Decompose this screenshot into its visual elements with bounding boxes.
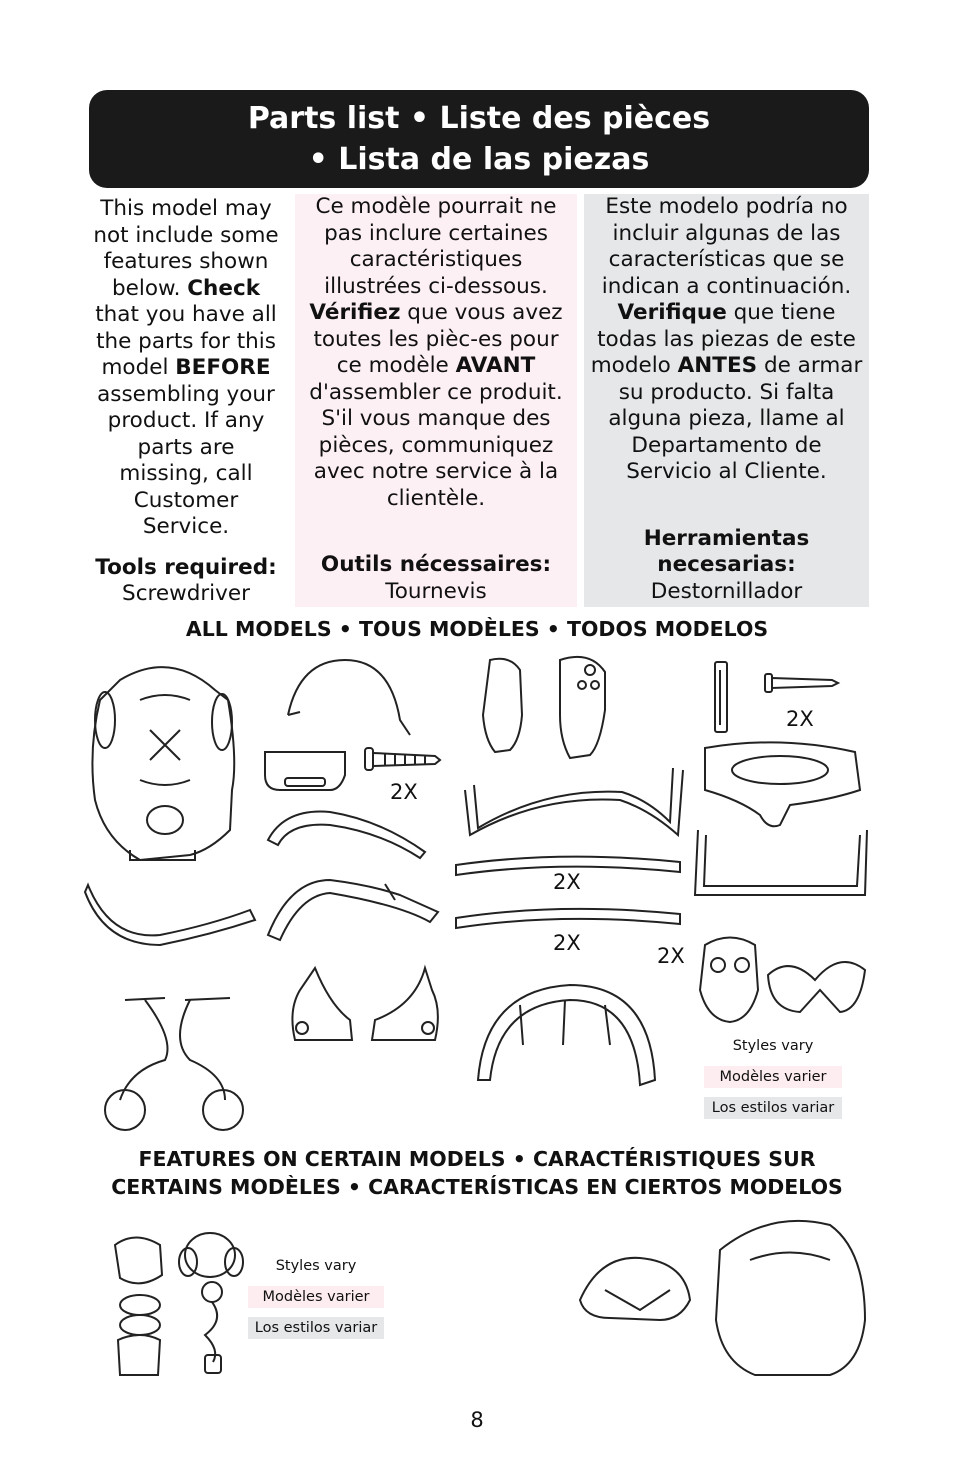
qty-screw-large: 2X (390, 780, 418, 804)
es-text-2: que tiene todas las piezas de este modelo (590, 300, 856, 378)
legend-all-models (704, 1035, 842, 1119)
rocker-left-illustration (85, 885, 255, 945)
es-bold-verifique: Verifique (617, 300, 727, 325)
bee-toy-illustration (179, 1233, 243, 1373)
toy-bar-illustration (478, 985, 655, 1085)
motor-housing-illustration (483, 657, 605, 758)
giraffe-toy-illustration (115, 1238, 162, 1376)
legend-styles-vary: Styles vary (732, 1038, 814, 1054)
fr-bold-verifiez: Vérifiez (309, 300, 401, 325)
side-cover-left-illustration (292, 968, 352, 1040)
wheel-leg-right-illustration (180, 998, 243, 1130)
es-bold-antes: ANTES (677, 353, 758, 378)
page-number: 8 (470, 1408, 484, 1432)
straight-tube-lower-illustration (456, 909, 680, 928)
rear-leg-illustration (695, 830, 867, 895)
en-bold-check: Check (187, 275, 260, 301)
en-bold-before: BEFORE (175, 355, 271, 380)
screw-large-illustration (365, 748, 440, 770)
en-text-1: This model may not include some features shown below. (93, 196, 279, 301)
es-text-1: Este modelo podría no incluir algunas de las características que se indican a continuación. (601, 194, 852, 299)
fr-tools-value: Tournevis (385, 578, 487, 604)
body-insert-illustration (716, 1221, 865, 1375)
base-bracket-illustration (265, 752, 345, 790)
wheel-leg-left-illustration (105, 998, 168, 1130)
qty-tube-upper: 2X (553, 870, 581, 894)
fr-text-2: que vous avez toutes les pièc-es pour ce modèle (313, 300, 563, 378)
legend-estilos-variar-features: Los estilos variar (248, 1317, 384, 1339)
tray-illustration (705, 742, 860, 826)
en-text-3: assembling your product. If any parts are missing, call Customer Service. (97, 381, 275, 539)
all-models-title: ALL MODELS • TOUS MODÈLES • TODOS MODELOS (185, 617, 769, 641)
features-title-line-2: CERTAINS MODÈLES • CARACTERÍSTICAS EN CIERTOS MODELOS (111, 1175, 843, 1199)
es-tools-value: Destornillador (650, 578, 803, 604)
fr-bold-avant: AVANT (455, 353, 536, 378)
fr-tools-label: Outils nécessaires: (320, 552, 552, 577)
en-tools-label: Tools required: (95, 554, 277, 580)
legend-estilos-variar: Los estilos variar (704, 1097, 842, 1119)
rocker-right-illustration (268, 880, 438, 940)
fr-text-3: d'assembler ce produit. S'il vous manque des pièces, communiquez avec notre service à la clientèle. (309, 379, 563, 511)
head-support-illustration (580, 1258, 690, 1320)
owl-toy-illustration (700, 938, 758, 1023)
legend-styles-vary-features: Styles vary (275, 1258, 357, 1274)
es-tools-label: Herramientas necesarias: (643, 525, 810, 577)
legend-modeles-varier: Modèles varier (704, 1066, 842, 1088)
features-title (0, 1145, 954, 1201)
en-text-2: that you have all the parts for this model (95, 302, 277, 380)
header-line-1: Parts list • Liste des pièces (247, 101, 711, 136)
qty-tube-lower: 2X (553, 931, 581, 955)
es-text-3: de armar su producto. Si falta alguna pieza, llame al Departamento de Servicio al Cliente. (608, 353, 863, 484)
u-leg-illustration (465, 768, 683, 835)
bow-cushion-illustration (768, 962, 865, 1012)
arch-frame-illustration (288, 660, 410, 735)
legend-features (248, 1255, 384, 1339)
en-tools-value: Screwdriver (122, 581, 250, 606)
curved-tube-illustration (268, 812, 425, 858)
qty-screw-small: 2X (786, 707, 814, 731)
seat-pad-illustration (92, 667, 234, 860)
qty-toys: 2X (657, 944, 685, 968)
features-title-line-1: FEATURES ON CERTAIN MODELS • CARACTÉRISTIQUES SUR (138, 1147, 816, 1171)
fr-text-1: Ce modèle pourrait ne pas inclure certaines caractéristiques illustrées ci-dessous. (315, 194, 557, 299)
screw-small-illustration (715, 662, 838, 732)
header-line-2: • Lista de las piezas (308, 142, 650, 177)
legend-modeles-varier-features: Modèles varier (248, 1286, 384, 1308)
side-cover-right-illustration (372, 968, 438, 1040)
